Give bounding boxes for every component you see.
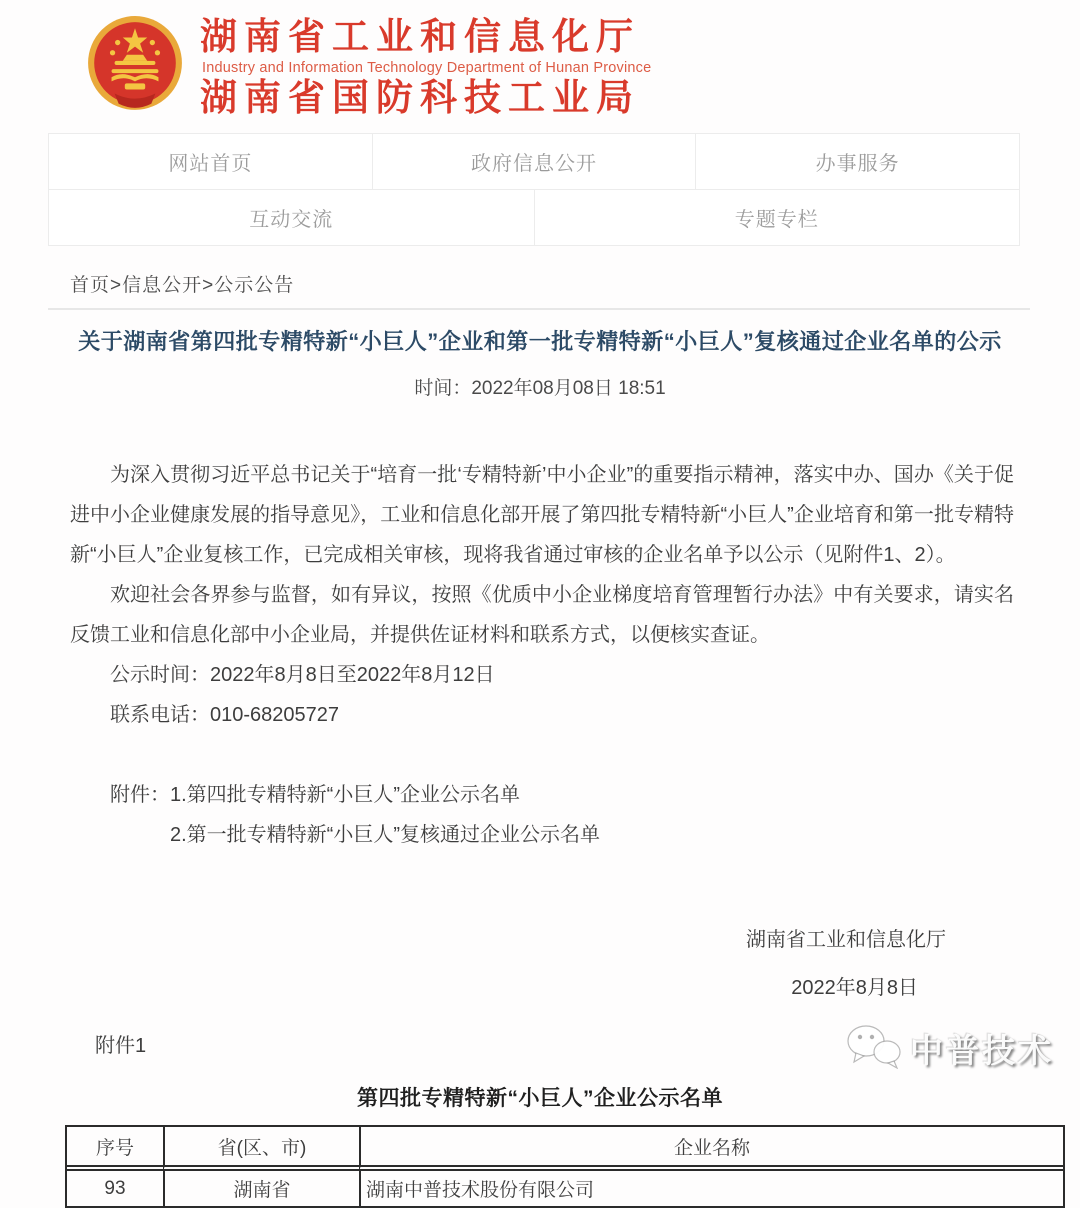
- nav-item-special-topics[interactable]: 专题专栏: [535, 190, 1021, 246]
- org-title-english: Industry and Information Technology Department of Hunan Province: [202, 59, 652, 76]
- signature-block: [70, 927, 1014, 1001]
- signer-org: 湖南省工业和信息化厅: [746, 929, 946, 951]
- table-row: [67, 1171, 1063, 1206]
- contact-phone-line: 联系电话：010-68205727: [110, 704, 340, 726]
- nav-item-home[interactable]: 网站首页: [48, 133, 373, 190]
- article-time: 时间：2022年08月08日 18:51: [414, 378, 666, 399]
- nav-row-1: [48, 133, 1020, 190]
- article-title: 关于湖南省第四批专精特新“小巨人”企业和第一批专精特新“小巨人”复核通过企业名单的公示: [78, 329, 1002, 354]
- attachments-block: [70, 775, 1014, 855]
- nav-item-gov-info[interactable]: 政府信息公开: [373, 133, 697, 190]
- publicity-time-line: 公示时间：2022年8月8日至2022年8月12日: [110, 664, 495, 686]
- header-cell-company: 企业名称: [359, 1127, 1063, 1171]
- nav-item-services[interactable]: 办事服务: [696, 133, 1020, 190]
- paragraph-1: 为深入贯彻习近平总书记关于“培育一批‘专精特新’中小企业”的重要指示精神，落实中办、国办《关于促进中小企业健康发展的指导意见》，工业和信息化部开展了第四批专精特新“小巨人”企业培育和第一批专精特新“小巨人”企业复核工作，已完成相关审核，现将我省通过审核的企业名单予以公示（见附件1、2）。: [70, 464, 1014, 566]
- table-header-row: [67, 1127, 1063, 1171]
- org-title-primary: 湖南省工业和信息化厅: [200, 16, 640, 57]
- site-header: [0, 0, 1080, 128]
- annex-1-label: 附件1: [95, 1035, 147, 1057]
- national-emblem-logo: [84, 14, 186, 116]
- annex-table-title: 第四批专精特新“小巨人”企业公示名单: [357, 1087, 723, 1110]
- annex-table: [65, 1125, 1065, 1208]
- attachment-link-1[interactable]: 1.第四批专精特新“小巨人”企业公示名单: [170, 784, 520, 806]
- attachment-link-2[interactable]: 2.第一批专精特新“小巨人”复核通过企业公示名单: [170, 824, 600, 846]
- header-cell-index: 序号: [67, 1127, 163, 1171]
- main-nav: [48, 133, 1020, 246]
- cell-index: 93: [104, 1177, 126, 1199]
- sign-date: 2022年8月8日: [791, 977, 918, 999]
- watermark-text: 中普技术: [910, 1032, 1054, 1069]
- cell-province: 湖南省: [163, 1171, 359, 1206]
- org-title-secondary: 湖南省国防科技工业局: [200, 76, 640, 118]
- attachments-label: 附件：: [110, 784, 170, 806]
- article-body: [70, 455, 1014, 1001]
- breadcrumb[interactable]: 首页>信息公开>公示公告: [70, 275, 295, 296]
- header-cell-province: 省(区、市): [163, 1127, 359, 1171]
- attachments-list: [170, 775, 600, 855]
- nav-item-interaction[interactable]: 互动交流: [48, 190, 535, 246]
- nav-row-2: [48, 190, 1020, 246]
- header-titles: [200, 14, 651, 118]
- breadcrumb-divider: [48, 308, 1030, 310]
- cell-company: 湖南中普技术股份有限公司: [359, 1171, 1063, 1206]
- paragraph-2: 欢迎社会各界参与监督，如有异议，按照《优质中小企业梯度培育管理暂行办法》中有关要求，请实名反馈工业和信息化部中小企业局，并提供佐证材料和联系方式，以便核实查证。: [70, 584, 1014, 646]
